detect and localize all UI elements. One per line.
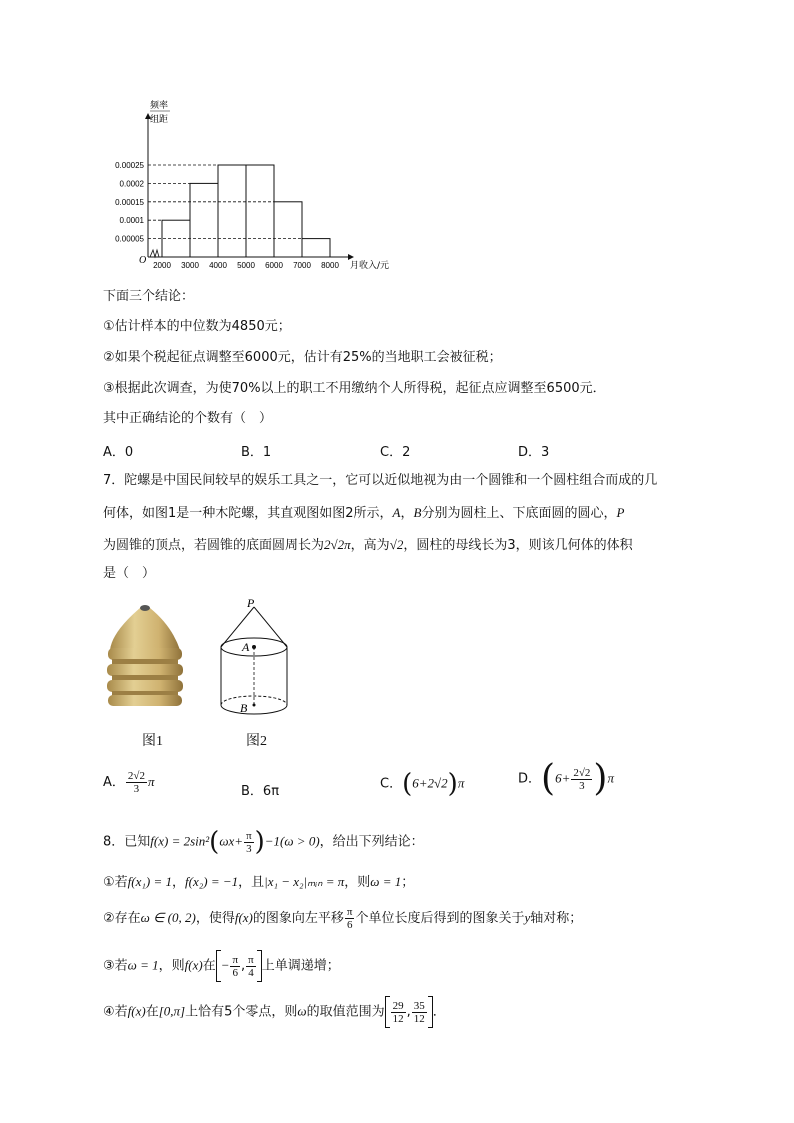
x-tick-label: 6000 [265, 261, 283, 270]
q6-option-a[interactable]: A．0 [103, 445, 134, 460]
q6-option-d[interactable]: D．3 [518, 445, 550, 460]
figure-1-caption: 图1 [142, 734, 163, 749]
origin-label: O [139, 255, 147, 266]
income-histogram [100, 95, 420, 275]
top-diagram [212, 595, 302, 725]
q6-question: 其中正确结论的个数有（ ） [103, 411, 273, 426]
q7-line-4: 是（ ） [103, 566, 156, 581]
q7-line-1: 7．陀螺是中国民间较早的娱乐工具之一，它可以近似地视为由一个圆锥和一个圆柱组合而成的几 [103, 473, 658, 488]
label-a: A [242, 640, 250, 654]
histogram-bar [218, 165, 246, 257]
y-axis-label-bottom: 组距 [150, 115, 169, 125]
x-tick-label: 7000 [293, 261, 311, 270]
q8-conclusion-4: ④若f(x)在[0,π]上恰有5个零点，则ω的取值范围为 $\frac{29}{12}$ , $\frac{35}{12}$ ． [103, 996, 446, 1028]
y-tick-label: 0.00015 [115, 197, 144, 207]
figure-2-caption: 图2 [246, 734, 267, 749]
label-p: P [247, 596, 255, 610]
q6-option-b[interactable]: B．1 [241, 445, 272, 460]
x-tick-label: 2000 [153, 261, 171, 270]
q6-conclusion-1: ①估计样本的中位数为4850元； [103, 319, 291, 334]
q6-intro: 下面三个结论： [103, 289, 195, 304]
q7-line-3: 为圆锥的顶点，若圆锥的底面圆周长为2√2π，高为√2，圆柱的母线长为3，则该几何体的体积 [103, 537, 633, 553]
label-b: B [240, 701, 248, 715]
q7-line-2: 何体，如图1是一种木陀螺，其直观图如图2所示，A，B分别为圆柱上、下底面圆的圆心，P [103, 505, 625, 521]
q8-conclusion-1: ①若f(x₁) = 1，f(x₂) = −1，且|x₁ − x₂|ₘᵢₙ = π，则ω = 1； [103, 874, 415, 890]
x-tick-label: 3000 [181, 261, 199, 270]
histogram-bar [246, 165, 274, 257]
q6-conclusion-3: ③根据此次调查，为使70%以上的职工不用缴纳个人所得税，起征点应调整至6500元． [103, 381, 606, 396]
x-axis-label: 月收入/元 [350, 261, 390, 271]
q7-option-b[interactable]: B．6π [241, 784, 280, 799]
axis-break [150, 250, 159, 257]
q7-option-a[interactable]: A． $\frac{2√2}{3}$ π [103, 770, 155, 795]
q6-conclusion-2: ②如果个税起征点调整至6000元，估计有25%的当地职工会被征税； [103, 350, 502, 365]
x-axis-arrow [348, 254, 354, 260]
q8-stem: 8．已知f(x) = 2sin²(ωx+ $\frac{\pi}{3}$ )−1(ω > 0)，给出下列结论： [103, 827, 424, 857]
q7-option-c[interactable]: C．(6+2√2)π [380, 769, 465, 799]
q8-conclusion-2: ②存在ω ∈ (0, 2)，使得f(x)的图象向左平移 $\frac{\pi}{6}$ 个单位长度后得到的图象关于y轴对称； [103, 906, 583, 931]
x-tick-label: 4000 [209, 261, 227, 270]
y-axis-label-top: 频率 [150, 101, 169, 111]
q7-option-d[interactable]: D．(6+ $\frac{2√2}{3}$ )π [518, 758, 614, 799]
y-tick-label: 0.0001 [119, 216, 144, 226]
histogram-bar [302, 239, 330, 257]
histogram-bar [190, 183, 218, 257]
y-tick-label: 0.00025 [115, 161, 144, 170]
x-tick-label: 5000 [237, 261, 255, 270]
x-tick-label: 8000 [321, 261, 339, 270]
y-tick-label: 0.0002 [119, 179, 144, 189]
y-tick-label: 0.00005 [115, 234, 144, 244]
q8-conclusion-3: ③若ω = 1，则f(x)在 − $\frac{\pi}{6}$ , $\frac{\pi}{4}$ 上单调递增； [103, 950, 340, 982]
histogram-bar [274, 202, 302, 257]
q6-option-c[interactable]: C．2 [380, 445, 411, 460]
wooden-top-photo [100, 602, 190, 712]
